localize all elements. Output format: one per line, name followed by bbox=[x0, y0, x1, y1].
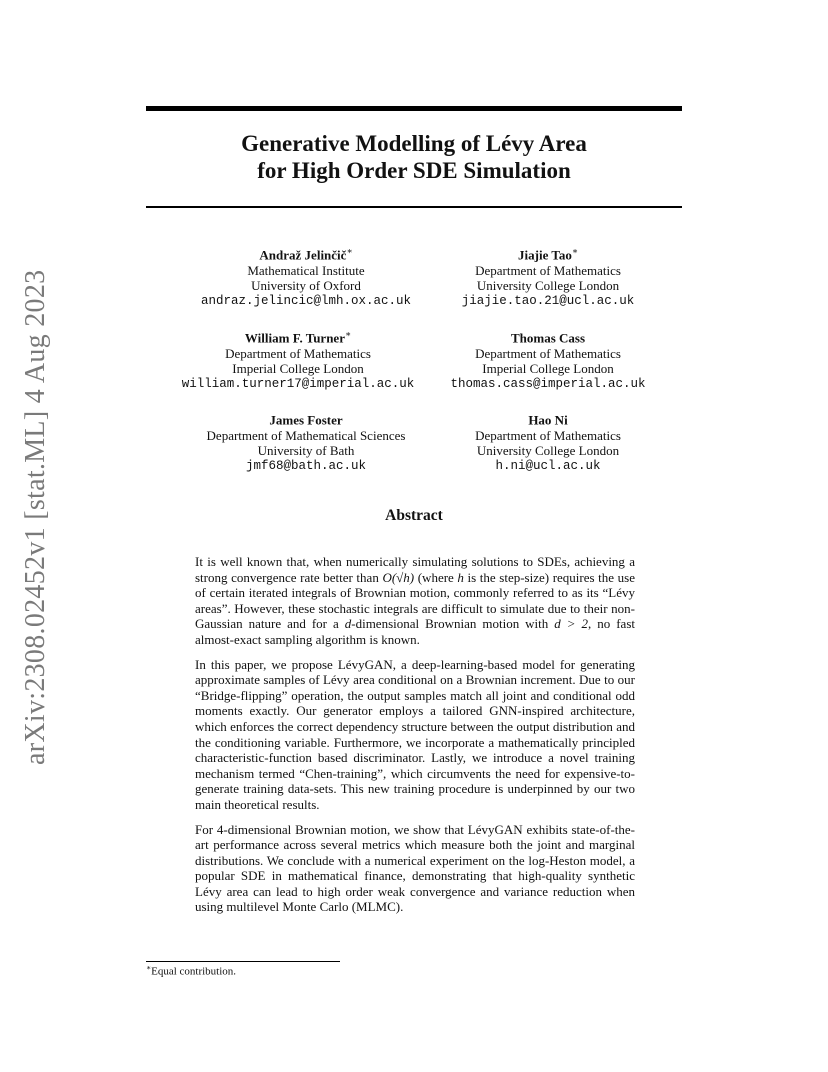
author-affiliation: Department of Mathematics bbox=[475, 262, 621, 278]
author-email: h.ni@ucl.ac.uk bbox=[495, 458, 601, 473]
author-block bbox=[418, 409, 678, 474]
abstract-paragraph: It is well known that, when numerically simulating solutions to SDEs, achieving a strong convergence rate better than O(√h) (where h is the step-size) requires the use of certain iterated integrals of Brownian motion, commonly referred to as its “Lévy areas”. However, these stochastic integrals are difficult to simulate due to their non-Gaussian nature and for a d-dimensional Brownian motion with d > 2, no fast almost-exact sampling algorithm is known. bbox=[195, 554, 635, 647]
author-block bbox=[168, 327, 428, 392]
author-affiliation: Imperial College London bbox=[482, 361, 614, 377]
author-email: william.turner17@imperial.ac.uk bbox=[181, 376, 415, 391]
abstract-heading: Abstract bbox=[385, 507, 443, 524]
author-name: Hao Ni bbox=[528, 412, 568, 428]
author-affiliation: Department of Mathematics bbox=[475, 345, 621, 361]
title-top-rule bbox=[146, 106, 682, 111]
author-email: jiajie.tao.21@ucl.ac.uk bbox=[461, 293, 635, 308]
author-name: William F. Turner∗ bbox=[244, 329, 352, 346]
author-affiliation: University of Oxford bbox=[251, 278, 361, 294]
footnote-rule bbox=[146, 961, 340, 962]
title-line-1: Generative Modelling of Lévy Area bbox=[241, 131, 587, 156]
author-name: James Foster bbox=[269, 412, 343, 428]
author-affiliation: University College London bbox=[476, 443, 620, 459]
author-email: thomas.cass@imperial.ac.uk bbox=[450, 376, 646, 391]
author-name: Andraž Jelinčič∗ bbox=[259, 246, 353, 263]
author-block bbox=[176, 409, 436, 474]
author-affiliation: University College London bbox=[476, 278, 620, 294]
author-name: Thomas Cass bbox=[510, 330, 586, 346]
arxiv-stamp: arXiv:2308.02452v1 [stat.ML] 4 Aug 2023 bbox=[20, 269, 51, 765]
abstract-paragraph: For 4-dimensional Brownian motion, we show that LévyGAN exhibits state-of-the-art performance across several metrics which measure both the joint and marginal distributions. We conclude with a numerical experiment on the log-Heston model, a popular SDE in mathematical finance, demonstrating that high-quality synthetic Lévy area can lead to high order weak convergence and variance reduction when using multilevel Monte Carlo (MLMC). bbox=[195, 821, 635, 915]
author-affiliation: Mathematical Institute bbox=[247, 262, 365, 278]
author-affiliation: Imperial College London bbox=[232, 361, 364, 377]
author-affiliation: Department of Mathematics bbox=[475, 427, 621, 443]
abstract-body bbox=[195, 554, 635, 924]
title-bottom-rule bbox=[146, 206, 682, 208]
author-affiliation: Department of Mathematics bbox=[225, 345, 371, 361]
author-block bbox=[176, 244, 436, 309]
author-name: Jiajie Tao∗ bbox=[518, 246, 578, 263]
author-block bbox=[418, 244, 678, 309]
abstract-paragraph: In this paper, we propose LévyGAN, a deep-learning-based model for generating approximate samples of Lévy area conditional on a Brownian increment. Due to our “Bridge-flipping” operation, the output samples match all joint and conditional odd moments exactly. Our generator employs a tailored GNN-inspired architecture, which enforces the correct dependency structure between the output distribution and the conditioning variable. Furthermore, we incorporate a mathematically principled characteristic-function based discriminator. Lastly, we introduce a novel training mechanism termed “Chen-training”, which circumvents the need for expensive-to-generate training data-sets. This new training procedure is underpinned by our two main theoretical results. bbox=[195, 656, 635, 812]
paper-title bbox=[146, 130, 682, 184]
author-affiliation: Department of Mathematical Sciences bbox=[206, 427, 406, 443]
author-email: andraz.jelincic@lmh.ox.ac.uk bbox=[200, 293, 412, 308]
author-affiliation: University of Bath bbox=[257, 443, 355, 459]
author-block bbox=[418, 327, 678, 392]
footnote: ∗Equal contribution. bbox=[146, 963, 237, 978]
author-email: jmf68@bath.ac.uk bbox=[245, 458, 367, 473]
title-line-2: for High Order SDE Simulation bbox=[257, 158, 571, 183]
